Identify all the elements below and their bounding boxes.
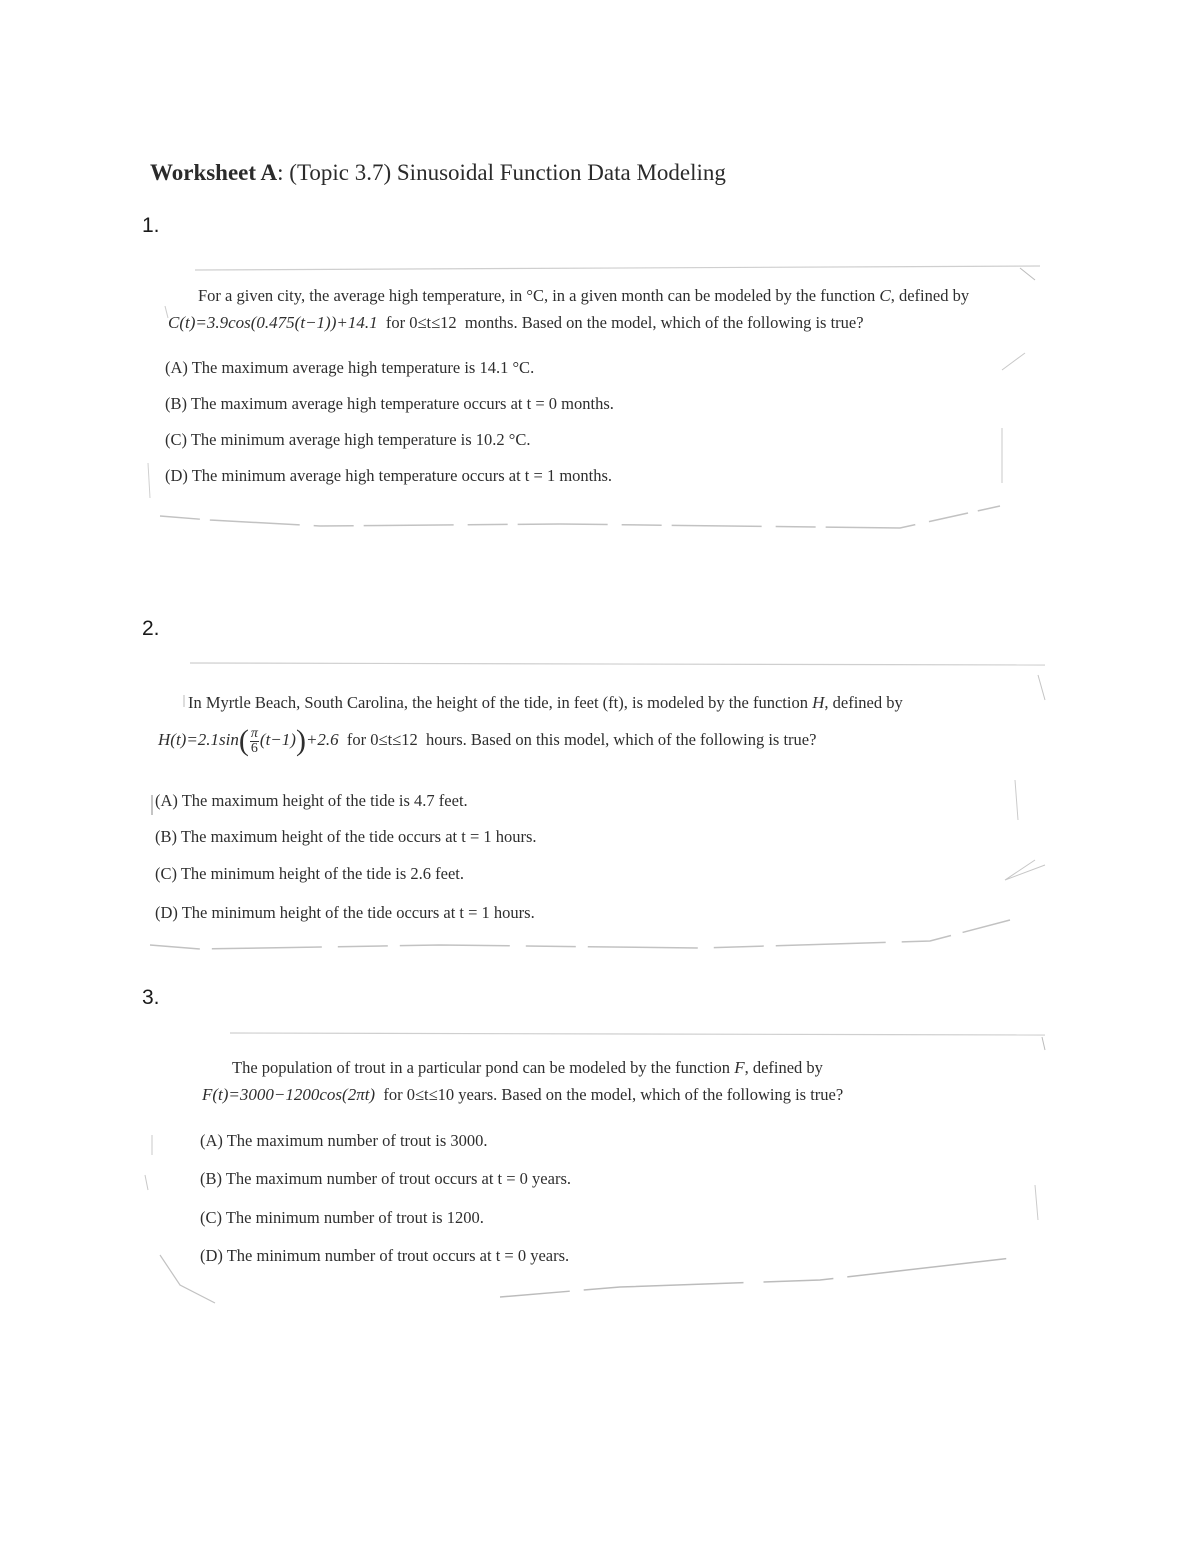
worksheet-title-rest: : (Topic 3.7) Sinusoidal Function Data Modeling	[277, 160, 726, 185]
problem-1-choice-d: (D) The minimum average high temperature occurs at t = 1 months.	[165, 466, 613, 485]
problem-2-intro	[188, 693, 903, 713]
problem-1-intro-end: , defined by	[890, 286, 970, 305]
problem-1-domain: for 0≤t≤12	[385, 313, 457, 332]
problem-3-intro-end: , defined by	[744, 1058, 823, 1077]
problem-3-intro-text: The population of trout in a particular pond can be modeled by the function	[232, 1058, 731, 1077]
problem-3-intro	[232, 1058, 823, 1078]
problem-2-choice-c: (C) The minimum height of the tide is 2.6 feet.	[155, 864, 465, 883]
problem-2-right-paren: )	[295, 724, 306, 757]
problem-2-left-paren: (	[238, 724, 249, 757]
problem-1-equation: C(t)=3.9cos(0.475(t−1))+14.1	[168, 313, 378, 332]
problem-2-intro-text: In Myrtle Beach, South Carolina, the height of the tide, in feet (ft), is modeled by the function	[188, 693, 808, 712]
problem-1-equation-line	[168, 313, 864, 333]
problem-2-choice-b: (B) The maximum height of the tide occurs at t = 1 hours.	[155, 827, 537, 846]
problem-2-function-letter: H	[812, 693, 825, 712]
problem-3-number: 3.	[142, 986, 160, 1009]
problem-1-function-letter: C	[879, 286, 891, 305]
problem-2-equation-inner: (t−1)	[259, 730, 296, 749]
problem-2-fraction	[250, 727, 259, 756]
problem-1-choice-b: (B) The maximum average high temperature occurs at t = 0 months.	[165, 394, 614, 413]
problem-3-domain: for 0≤t≤10	[383, 1085, 455, 1104]
problem-2-equation-lhs: H(t)=2.1sin	[158, 730, 239, 749]
problem-2-intro-end: , defined by	[824, 693, 903, 712]
problem-2-fraction-bottom: 6	[250, 740, 258, 756]
problem-3-function-letter: F	[734, 1058, 745, 1077]
problem-2-equation-rhs: +2.6	[305, 730, 339, 749]
problem-3-choice-b: (B) The maximum number of trout occurs at t = 0 years.	[200, 1169, 571, 1188]
problem-2-choice-d: (D) The minimum height of the tide occurs at t = 1 hours.	[155, 903, 535, 922]
problem-2-equation-line	[158, 724, 816, 758]
problem-2-number: 2.	[142, 617, 160, 640]
problem-2-question: hours. Based on this model, which of the following is true?	[425, 730, 817, 749]
problem-3-equation-line	[202, 1085, 843, 1105]
problem-1-question: months. Based on the model, which of the following is true?	[464, 313, 864, 332]
problem-2-domain: for 0≤t≤12	[346, 730, 418, 749]
problem-1-intro	[198, 286, 969, 306]
worksheet-title-bold: Worksheet A	[150, 160, 278, 185]
problem-3-choice-d: (D) The minimum number of trout occurs at t = 0 years.	[200, 1246, 570, 1265]
problem-3-choice-a: (A) The maximum number of trout is 3000.	[200, 1131, 488, 1150]
problem-3-choice-c: (C) The minimum number of trout is 1200.	[200, 1208, 484, 1227]
problem-3-equation: F(t)=3000−1200cos(2πt)	[202, 1085, 376, 1104]
problem-2-choice-a: (A) The maximum height of the tide is 4.7 feet.	[155, 791, 468, 810]
problem-1-intro-text: For a given city, the average high temperature, in °C, in a given month can be modeled by the function	[198, 286, 876, 305]
problem-2-fraction-top: π	[250, 725, 258, 741]
problem-1-number: 1.	[142, 214, 160, 237]
problem-3-question: years. Based on the model, which of the following is true?	[458, 1085, 844, 1104]
problem-1-choice-c: (C) The minimum average high temperature is 10.2 °C.	[165, 430, 531, 449]
worksheet-title	[150, 160, 726, 186]
problem-1-choice-a: (A) The maximum average high temperature is 14.1 °C.	[165, 358, 535, 377]
